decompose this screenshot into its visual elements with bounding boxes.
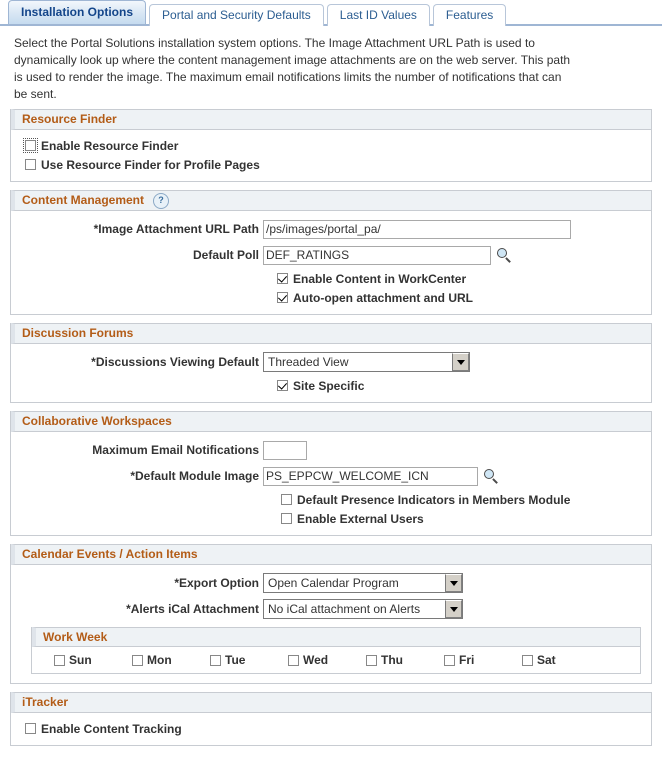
work-week-day-list bbox=[32, 647, 640, 673]
section-header-discussion-forums bbox=[11, 323, 651, 344]
alerts-ical-attachment-value: No iCal attachment on Alerts bbox=[268, 602, 421, 616]
work-week-tue-checkbox[interactable] bbox=[210, 655, 221, 666]
field-maximum-email-notifications bbox=[11, 438, 651, 462]
section-title: iTracker bbox=[22, 695, 69, 709]
work-week-sat-checkbox[interactable] bbox=[522, 655, 533, 666]
tab-label: Installation Options bbox=[21, 5, 134, 19]
discussions-viewing-default-label: *Discussions Viewing Default bbox=[91, 355, 259, 369]
maximum-email-notifications-label: Maximum Email Notifications bbox=[92, 443, 259, 457]
default-poll-input[interactable] bbox=[263, 246, 491, 265]
chevron-down-icon[interactable] bbox=[445, 574, 462, 592]
work-week-wed-label[interactable]: Wed bbox=[303, 653, 329, 667]
magnifier-handle bbox=[505, 257, 511, 263]
magnifier-lookup-icon[interactable] bbox=[496, 247, 513, 264]
tab-bar bbox=[0, 0, 662, 26]
work-week-thu-label[interactable]: Thu bbox=[381, 653, 403, 667]
section-collaborative-workspaces bbox=[10, 411, 652, 536]
tab-label: Portal and Security Defaults bbox=[162, 8, 311, 22]
enable-resource-finder-label[interactable]: Enable Resource Finder bbox=[41, 138, 179, 153]
work-week-tue-label[interactable]: Tue bbox=[225, 653, 246, 667]
enable-content-in-workcenter-label[interactable]: Enable Content in WorkCenter bbox=[293, 271, 467, 286]
discussions-viewing-default-select[interactable] bbox=[263, 352, 470, 372]
chevron-down-icon[interactable] bbox=[445, 600, 462, 618]
enable-external-users-label[interactable]: Enable External Users bbox=[297, 511, 424, 526]
field-enable-resource-finder[interactable] bbox=[11, 136, 651, 155]
section-resource-finder bbox=[10, 109, 652, 182]
use-resource-finder-profile-pages-label[interactable]: Use Resource Finder for Profile Pages bbox=[41, 157, 260, 172]
field-export-option bbox=[11, 571, 651, 595]
work-week-fri-label[interactable]: Fri bbox=[459, 653, 475, 667]
work-week-sun-label[interactable]: Sun bbox=[69, 653, 92, 667]
section-title: Resource Finder bbox=[22, 112, 117, 126]
section-header-itracker bbox=[11, 692, 651, 713]
field-site-specific[interactable] bbox=[11, 376, 651, 395]
work-week-fri-checkbox[interactable] bbox=[444, 655, 455, 666]
work-week-mon-checkbox[interactable] bbox=[132, 655, 143, 666]
tab-label: Features bbox=[445, 8, 494, 22]
default-presence-indicators-checkbox[interactable] bbox=[281, 494, 292, 505]
chevron-down-icon[interactable] bbox=[452, 353, 469, 371]
work-week-sun-checkbox[interactable] bbox=[54, 655, 65, 666]
work-week-wed-checkbox[interactable] bbox=[288, 655, 299, 666]
alerts-ical-attachment-select[interactable] bbox=[263, 599, 463, 619]
field-enable-content-tracking[interactable] bbox=[11, 719, 651, 738]
work-week-day-sat[interactable] bbox=[522, 653, 600, 667]
site-specific-label[interactable]: Site Specific bbox=[293, 378, 365, 393]
field-discussions-viewing-default bbox=[11, 350, 651, 374]
image-attachment-url-path-input[interactable] bbox=[263, 220, 571, 239]
work-week-thu-checkbox[interactable] bbox=[366, 655, 377, 666]
work-week-sat-label[interactable]: Sat bbox=[537, 653, 556, 667]
section-content-management bbox=[10, 190, 652, 315]
work-week-day-fri[interactable] bbox=[444, 653, 522, 667]
field-alerts-ical-attachment bbox=[11, 597, 651, 621]
field-image-attachment-url-path bbox=[11, 217, 651, 241]
work-week-day-sun[interactable] bbox=[54, 653, 132, 667]
page-description: Select the Portal Solutions installation system options. The Image Attachment URL Path is used to dynamically look up where the content management image attachments are on the web server. This path is used to render the image. The maximum email notifications limits the number of notifications that can be sent. bbox=[14, 36, 571, 101]
enable-resource-finder-checkbox[interactable] bbox=[25, 140, 36, 151]
field-enable-content-in-workcenter[interactable] bbox=[11, 269, 651, 288]
section-discussion-forums bbox=[10, 323, 652, 403]
section-header-work-week bbox=[32, 627, 640, 647]
section-header-resource-finder bbox=[11, 109, 651, 130]
default-module-image-input[interactable] bbox=[263, 467, 478, 486]
enable-content-tracking-label[interactable]: Enable Content Tracking bbox=[41, 721, 182, 736]
enable-external-users-checkbox[interactable] bbox=[281, 513, 292, 524]
field-use-resource-finder-for-profile-pages[interactable] bbox=[11, 155, 651, 174]
field-default-module-image bbox=[11, 464, 651, 488]
field-enable-external-users[interactable] bbox=[11, 509, 651, 528]
discussions-viewing-default-value: Threaded View bbox=[268, 355, 349, 369]
work-week-day-wed[interactable] bbox=[288, 653, 366, 667]
section-itracker bbox=[10, 692, 652, 746]
image-attachment-url-path-label: *Image Attachment URL Path bbox=[93, 222, 259, 236]
section-title: Work Week bbox=[43, 630, 108, 644]
export-option-value: Open Calendar Program bbox=[268, 576, 399, 590]
tab-features[interactable] bbox=[433, 4, 506, 26]
field-default-poll bbox=[11, 243, 651, 267]
work-week-day-mon[interactable] bbox=[132, 653, 210, 667]
help-question-icon[interactable]: ? bbox=[153, 193, 169, 209]
default-poll-label: Default Poll bbox=[192, 248, 259, 262]
tab-installation-options[interactable] bbox=[8, 0, 146, 24]
section-title: Calendar Events / Action Items bbox=[22, 547, 198, 561]
default-module-image-label: *Default Module Image bbox=[130, 469, 259, 483]
section-work-week bbox=[31, 627, 641, 674]
magnifier-lens bbox=[497, 248, 507, 258]
work-week-day-thu[interactable] bbox=[366, 653, 444, 667]
magnifier-lens bbox=[484, 469, 494, 479]
use-resource-finder-profile-pages-checkbox[interactable] bbox=[25, 159, 36, 170]
field-auto-open-attachment-and-url[interactable] bbox=[11, 288, 651, 307]
auto-open-attachment-checkbox[interactable] bbox=[277, 292, 288, 303]
magnifier-lookup-icon[interactable] bbox=[483, 468, 500, 485]
field-default-presence-indicators[interactable] bbox=[11, 490, 651, 509]
alerts-ical-attachment-label: *Alerts iCal Attachment bbox=[126, 602, 259, 616]
section-title: Collaborative Workspaces bbox=[22, 414, 172, 428]
enable-content-tracking-checkbox[interactable] bbox=[25, 723, 36, 734]
section-title: Discussion Forums bbox=[22, 326, 134, 340]
section-calendar-events-action-items bbox=[10, 544, 652, 684]
enable-content-in-workcenter-checkbox[interactable] bbox=[277, 273, 288, 284]
section-title: Content Management bbox=[22, 193, 145, 207]
section-header-content-management bbox=[11, 190, 651, 211]
export-option-label: *Export Option bbox=[174, 576, 259, 590]
work-week-day-tue[interactable] bbox=[210, 653, 288, 667]
default-presence-indicators-label[interactable]: Default Presence Indicators in Members Module bbox=[297, 492, 571, 507]
magnifier-handle bbox=[492, 478, 498, 484]
tab-label: Last ID Values bbox=[339, 8, 417, 22]
maximum-email-notifications-input[interactable] bbox=[263, 441, 307, 460]
site-specific-checkbox[interactable] bbox=[277, 380, 288, 391]
section-header-calendar-events bbox=[11, 544, 651, 565]
export-option-select[interactable] bbox=[263, 573, 463, 593]
tab-portal-and-security-defaults[interactable] bbox=[149, 4, 324, 26]
work-week-mon-label[interactable]: Mon bbox=[147, 653, 172, 667]
section-header-collaborative-workspaces bbox=[11, 411, 651, 432]
tab-last-id-values[interactable] bbox=[327, 4, 430, 26]
auto-open-attachment-label[interactable]: Auto-open attachment and URL bbox=[293, 290, 473, 305]
